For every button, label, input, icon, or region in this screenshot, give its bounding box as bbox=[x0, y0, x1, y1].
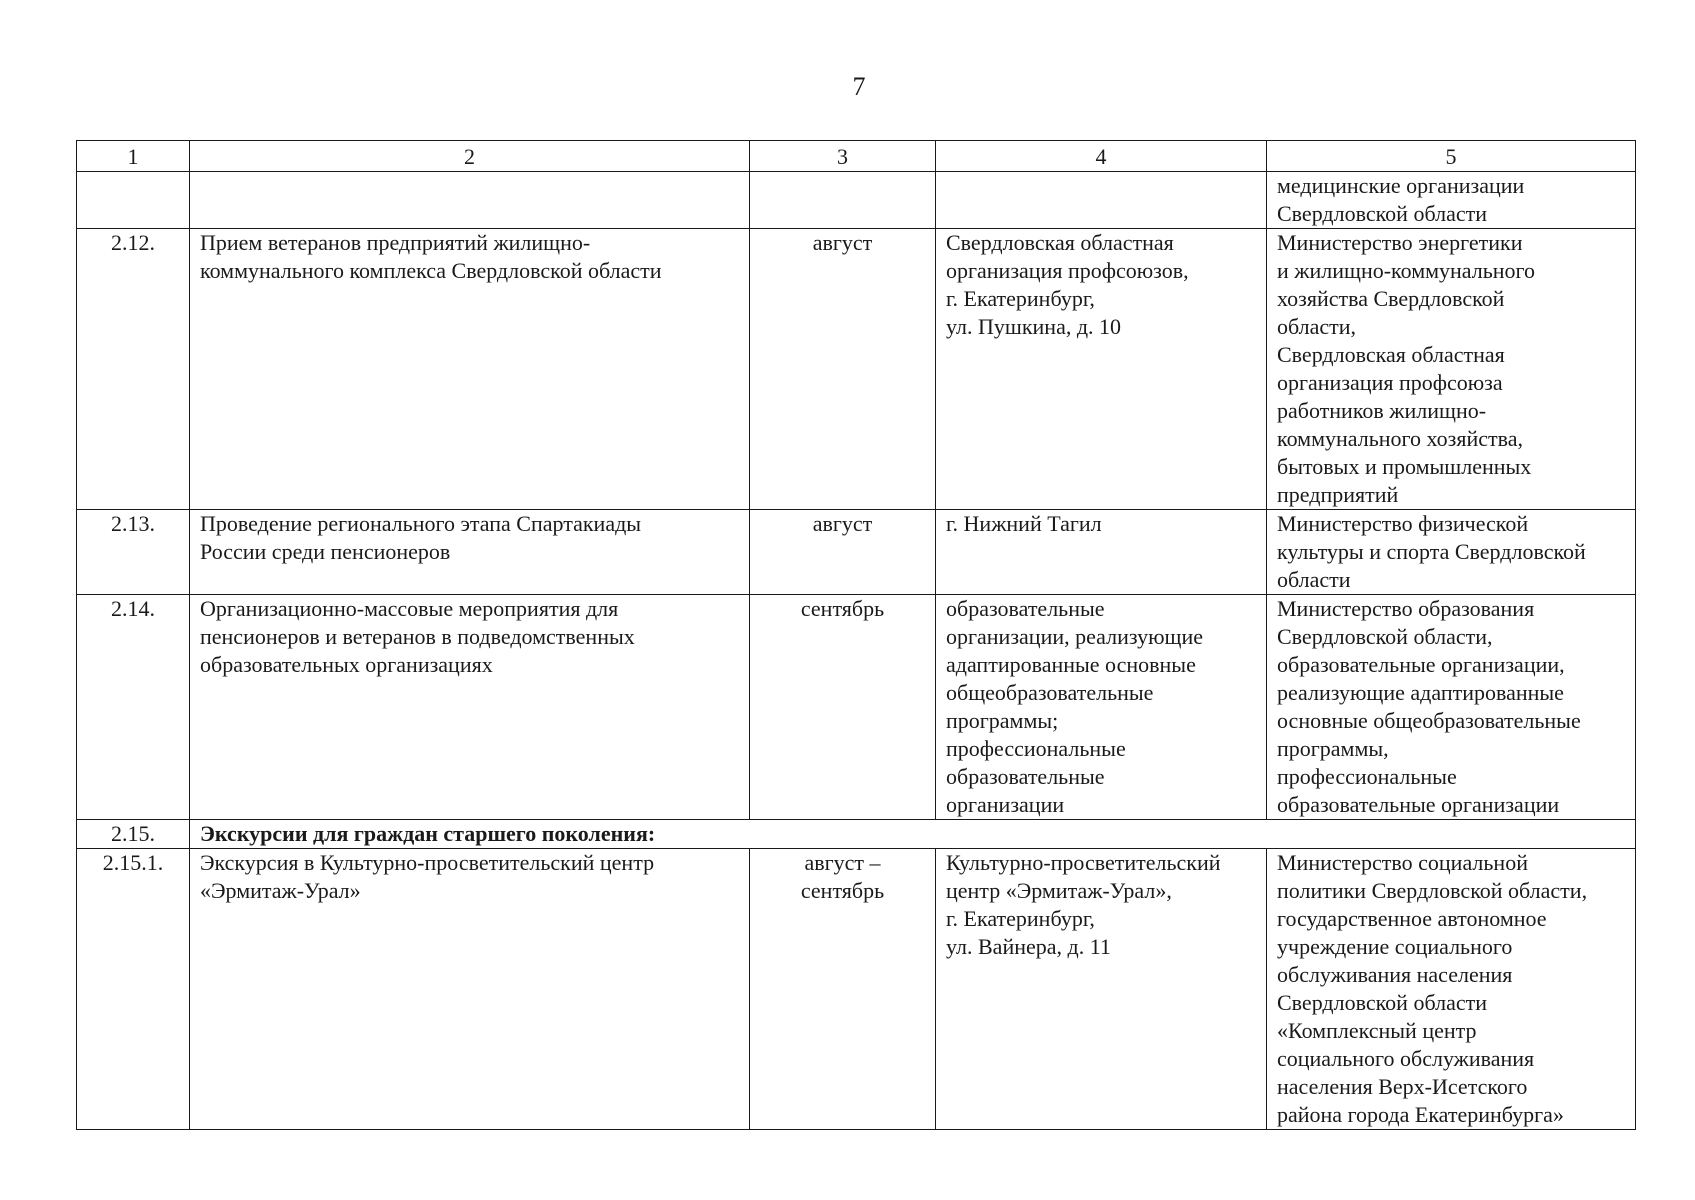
place-cell: образовательные организации, реализующие адаптированные основные общеобразовательные программы; профессиональные образовательные организации bbox=[936, 595, 1267, 820]
date-cell: сентябрь bbox=[750, 595, 936, 820]
row-number-cell: 2.14. bbox=[77, 595, 190, 820]
table-row bbox=[77, 595, 1636, 820]
table-row bbox=[77, 229, 1636, 510]
table-row bbox=[77, 510, 1636, 595]
section-title-cell: Экскурсии для граждан старшего поколения: bbox=[190, 820, 1636, 849]
section-number-cell: 2.15. bbox=[77, 820, 190, 849]
event-cell: Проведение регионального этапа Спартакиады России среди пенсионеров bbox=[190, 510, 750, 595]
row-number-cell: 2.15.1. bbox=[77, 849, 190, 1130]
column-header-3: 3 bbox=[750, 141, 936, 172]
column-header-4: 4 bbox=[936, 141, 1267, 172]
column-header-1: 1 bbox=[77, 141, 190, 172]
date-cell: август bbox=[750, 229, 936, 510]
events-table bbox=[76, 140, 1636, 1130]
event-cell: Экскурсия в Культурно-просветительский центр «Эрмитаж-Урал» bbox=[190, 849, 750, 1130]
responsible-cell: медицинские организации Свердловской области bbox=[1267, 172, 1636, 229]
column-number-header-row bbox=[77, 141, 1636, 172]
responsible-cell: Министерство энергетики и жилищно-коммунального хозяйства Свердловской области, Свердловская областная организация профсоюза работников жилищно- коммунального хозяйства, бытовых и промышленных предприятий bbox=[1267, 229, 1636, 510]
place-cell: Свердловская областная организация профсоюзов, г. Екатеринбург, ул. Пушкина, д. 10 bbox=[936, 229, 1267, 510]
row-number-cell: 2.12. bbox=[77, 229, 190, 510]
responsible-cell: Министерство физической культуры и спорта Свердловской области bbox=[1267, 510, 1636, 595]
responsible-cell: Министерство образования Свердловской области, образовательные организации, реализующие адаптированные основные общеобразовательные программы, профессиональные образовательные организации bbox=[1267, 595, 1636, 820]
place-cell: Культурно-просветительский центр «Эрмитаж-Урал», г. Екатеринбург, ул. Вайнера, д. 11 bbox=[936, 849, 1267, 1130]
row-number-cell bbox=[77, 172, 190, 229]
page-number: 7 bbox=[852, 72, 866, 101]
row-number-cell: 2.13. bbox=[77, 510, 190, 595]
table-row bbox=[77, 849, 1636, 1130]
responsible-cell: Министерство социальной политики Свердловской области, государственное автономное учреждение социального обслуживания населения Свердловской области «Комплексный центр социального обслуживания населения Верх-Исетского района города Екатеринбурга» bbox=[1267, 849, 1636, 1130]
date-cell: август – сентябрь bbox=[750, 849, 936, 1130]
event-cell: Прием ветеранов предприятий жилищно- коммунального комплекса Свердловской области bbox=[190, 229, 750, 510]
place-cell bbox=[936, 172, 1267, 229]
section-row bbox=[77, 820, 1636, 849]
table-row-continuation bbox=[77, 172, 1636, 229]
event-cell bbox=[190, 172, 750, 229]
place-cell: г. Нижний Тагил bbox=[936, 510, 1267, 595]
column-header-5: 5 bbox=[1267, 141, 1636, 172]
date-cell: август bbox=[750, 510, 936, 595]
date-cell bbox=[750, 172, 936, 229]
column-header-2: 2 bbox=[190, 141, 750, 172]
event-cell: Организационно-массовые мероприятия для пенсионеров и ветеранов в подведомственных образовательных организациях bbox=[190, 595, 750, 820]
